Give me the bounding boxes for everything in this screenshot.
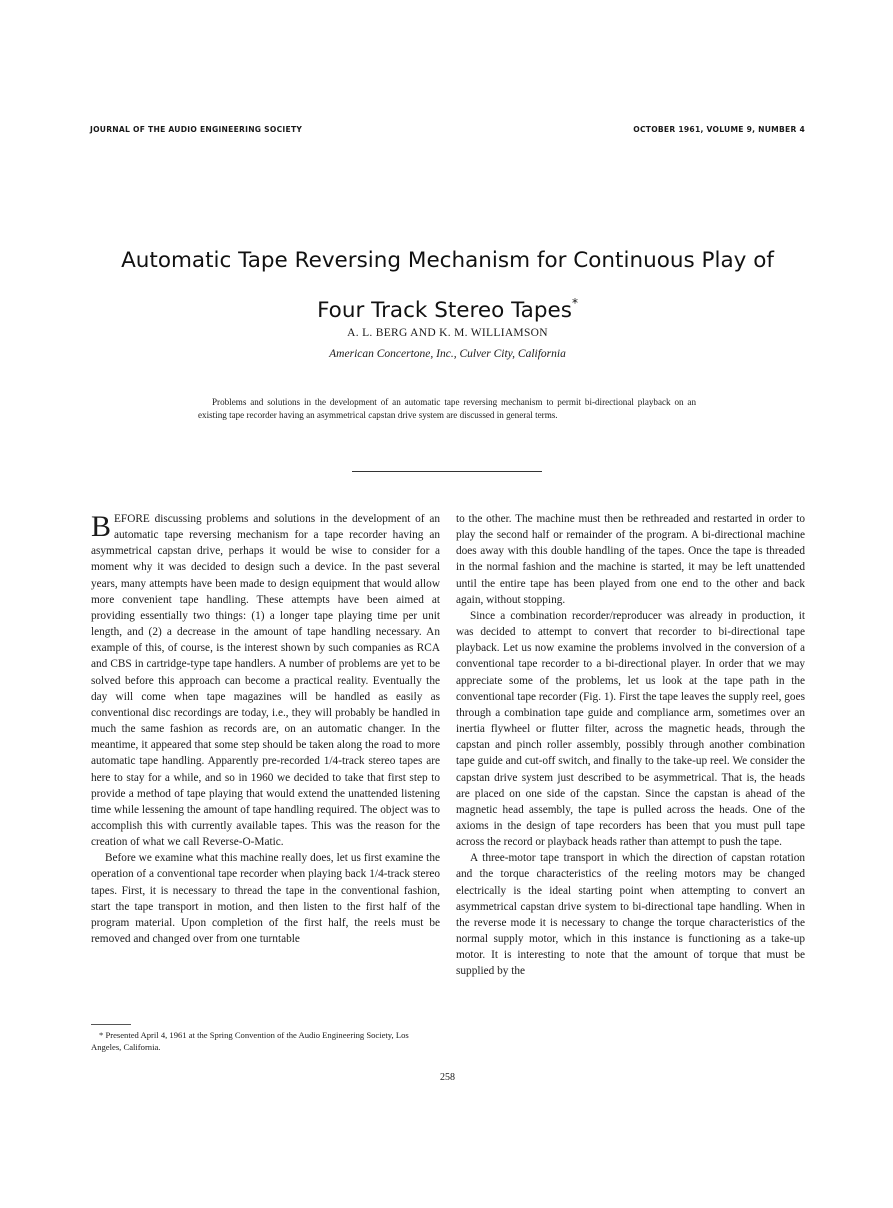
article-title xyxy=(90,240,805,332)
section-divider xyxy=(352,471,542,472)
paragraph: to the other. The machine must then be rethreaded and restarted in order to play the second half or remainder of the program. A bi-directional machine does away with this double handling of the tapes. Once the tape is threaded in the normal fashion and the machine is started, it may be left unattended until the entire tape has been played from one end to the other and back again, without stopping. xyxy=(456,513,805,606)
paragraph: A three-motor tape transport in which the direction of capstan rotation and the torque characteristics of the reeling motors may be changed electrically is the ideal starting point when attempting to convert an asymmetrical capstan drive system to bi-directional tape handling. When in the reverse mode it is necessary to change the torque characteristics of the normal supply motor, which in this instance is functioning as a take-up motor. It is interesting to note that the amount of torque that must be supplied by the xyxy=(456,852,805,978)
paragraph-text: EFORE discussing problems and solutions in the development of an automatic tape reversing mechanism for a tape recorder having an asymmetrical capstan drive, perhaps it would be wise to consider for a moment why it was decided to design such a device. In the past several years, many attempts have been made to design equipment that would allow more convenient tape handling. These attempts have been aimed at providing essentially two things: (1) a longer tape playing time per unit length, and (2) a decrease in the amount of tape handling necessary. An example of this, of course, is the interest shown by such companies as RCA and CBS in cartridge-type tape handlers. A number of problems are yet to be solved before this approach can become a practical reality. Eventually the day will come when tape magazines will be handled as easily as conventional disc recordings are today, i.e., they will probably be handled in much the same fashion as records are, on an automatic changer. In the meantime, it appeared that some step should be taken along the road to more automatic tape handling. Apparently pre-recorded 1/4-track stereo tapes are here to stay for a while, and so in 1960 we decided to take that first step to provide a method of tape playing that would extend the unattended listening time while lessening the amount of tape handling required. The object was to accomplish this with currently available tapes. This was the reason for the creation of what we call Reverse-O-Matic. xyxy=(91,513,440,849)
footnote: * Presented April 4, 1961 at the Spring Convention of the Audio Engineering Society, Los Angeles, California. xyxy=(91,1030,409,1052)
body-column-left xyxy=(91,511,440,947)
drop-cap: B xyxy=(91,510,112,543)
authors: A. L. BERG AND K. M. WILLIAMSON xyxy=(347,327,548,339)
footnote-rule xyxy=(91,1024,131,1025)
abstract: Problems and solutions in the development of an automatic tape reversing mechanism to permit bi-directional playback on an existing tape recorder having an asymmetrical capstan drive system are discussed in general terms. xyxy=(198,397,696,420)
paragraph: Before we examine what this machine really does, let us first examine the operation of a conventional tape recorder when playing back 1/4-track stereo tapes. First, it is necessary to thread the tape in the conventional fashion, start the tape transport in motion, and then listen to the first half of the program material. Upon completion of the first half, the reels must be removed and changed over from one turntable xyxy=(91,852,440,946)
title-line-1: Automatic Tape Reversing Mechanism for Continuous Play of xyxy=(121,248,774,273)
paragraph: Since a combination recorder/reproducer was already in production, it was decided to attempt to convert that recorder to bi-directional tape playback. Let us now examine the problems involved in the conversion of a conventional tape recorder to a bi-directional player. In order that we may appreciate some of the problems, let us look at the tape path in the conventional tape recorder (Fig. 1). First the tape leaves the supply reel, goes through a combination tape guide and compliance arm, sometimes over an inertia flywheel or flutter filter, across the magnetic heads, through the capstan and pinch roller assembly, possibly through another combination tape guide and cut-off switch, and finally to the take-up reel. We consider the capstan drive system just described to be asymmetrical. That is, the heads are placed on one side of the capstan. Since the capstan is ahead of the magnetic head assembly, the tape is pulled across the heads. One of the axioms in the design of tape recorders has been that you must pull tape across the record or playback heads rather than attempt to push the tape. xyxy=(456,609,805,849)
page-number: 258 xyxy=(440,1072,455,1083)
title-line-2-text: Four Track Stereo Tapes xyxy=(317,298,572,323)
title-line-2 xyxy=(90,282,805,332)
paragraph xyxy=(91,511,440,850)
body-column-right xyxy=(456,511,805,980)
affiliation: American Concertone, Inc., Culver City, California xyxy=(329,348,566,360)
title-footnote-mark: * xyxy=(571,296,578,310)
issue-info: OCTOBER 1961, VOLUME 9, NUMBER 4 xyxy=(633,125,805,134)
journal-name: JOURNAL OF THE AUDIO ENGINEERING SOCIETY xyxy=(90,125,303,134)
